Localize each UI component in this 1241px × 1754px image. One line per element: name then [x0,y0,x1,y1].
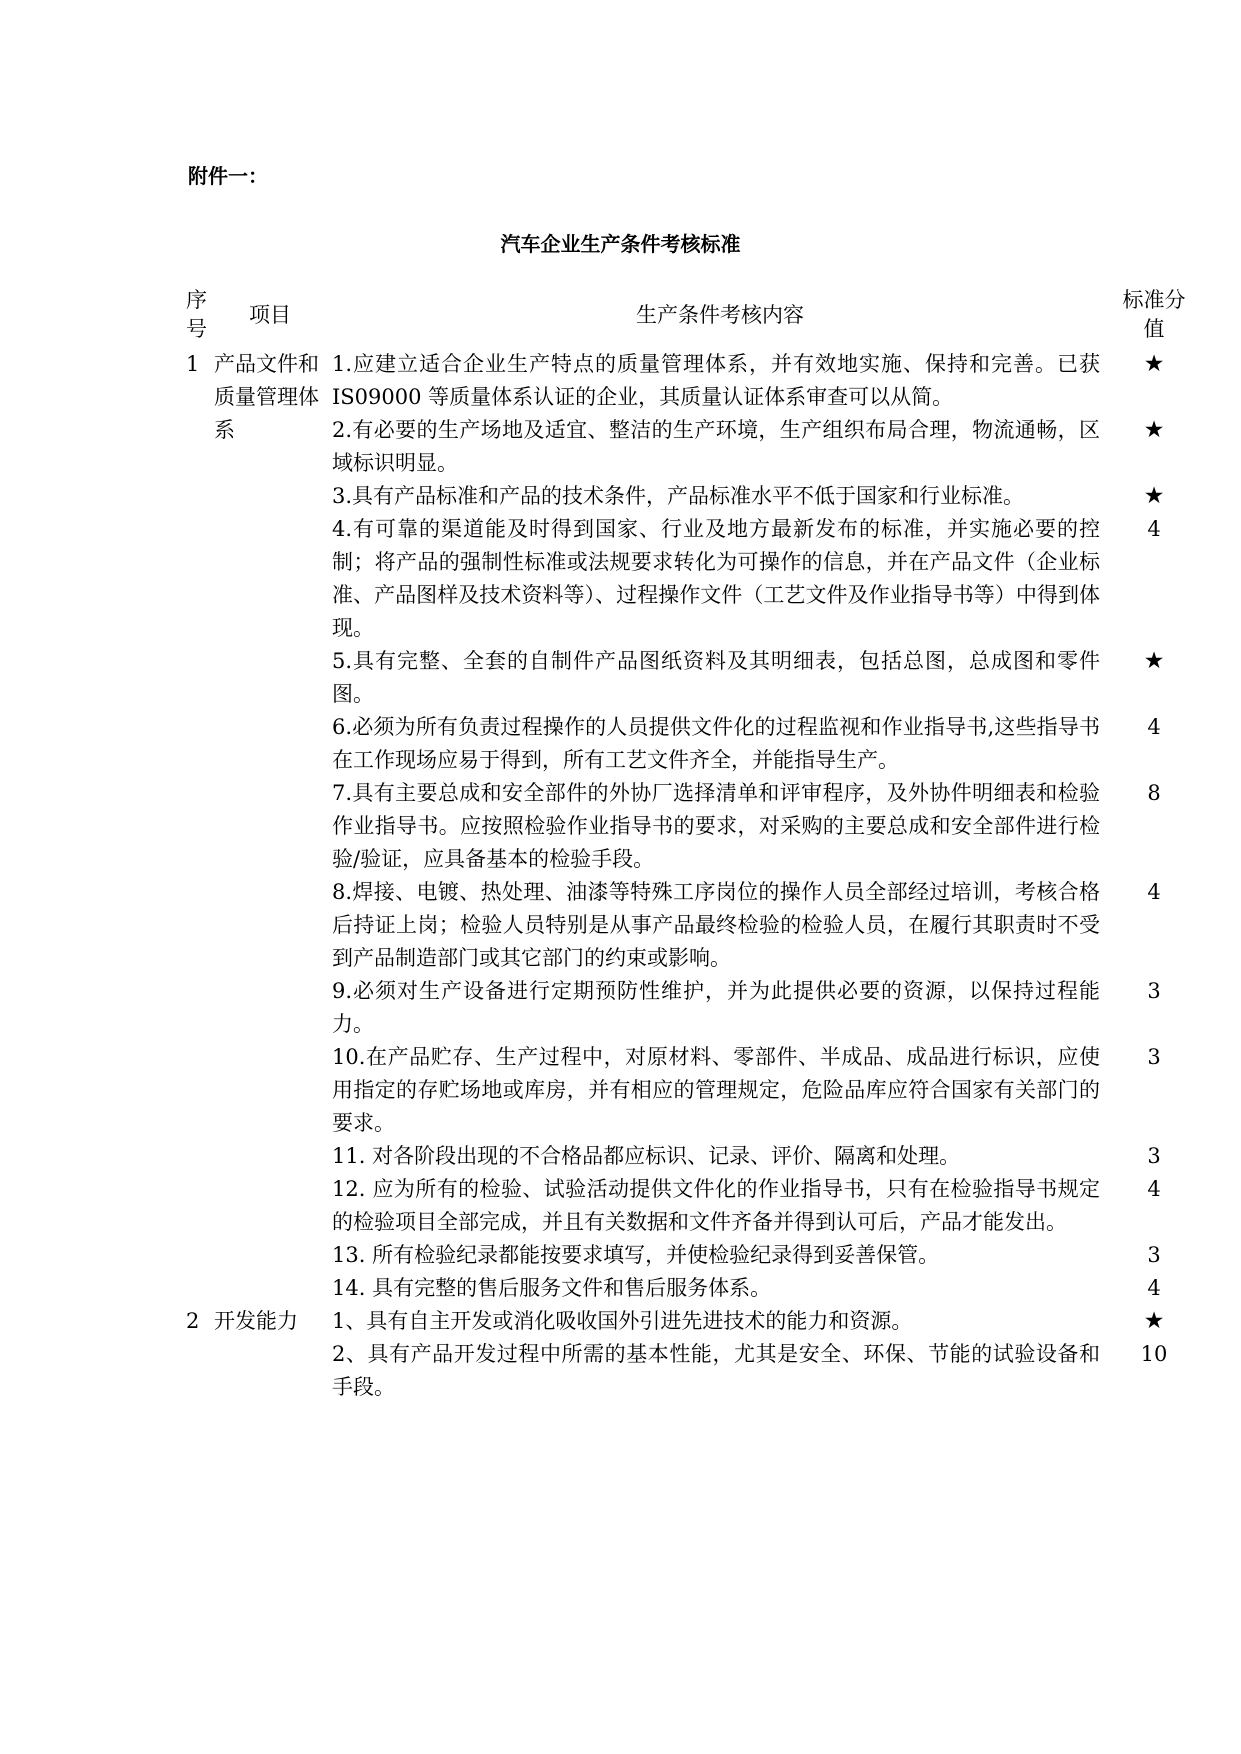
table-row [184,414,1194,480]
criterion-text: 5.具有完整、全套的自制件产品图纸资料及其明细表，包括总图，总成图和零件图。 [332,649,1100,706]
table-row [184,1239,1194,1272]
table-row [184,876,1194,975]
criterion-text: 6.必须为所有负责过程操作的人员提供文件化的过程监视和作业指导书,这些指导书在工作现场应易于得到，所有工艺文件齐全，并能指导生产。 [332,715,1100,772]
table-row [184,1272,1194,1305]
table-row [184,1140,1194,1173]
standard-score: 4 [1147,715,1161,739]
table-row [184,777,1194,876]
criterion-text: 13. 所有检验纪录都能按要求填写，并使检验纪录得到妥善保管。 [332,1243,940,1267]
standard-score: 4 [1147,880,1161,904]
criterion-text: 2.有必要的生产场地及适宜、整洁的生产环境，生产组织布局合理，物流通畅，区域标识明显。 [332,418,1100,475]
standard-score: 10 [1140,1342,1168,1366]
criterion-text: 8.焊接、电镀、热处理、油漆等特殊工序岗位的操作人员全部经过培训，考核合格后持证上岗；检验人员特别是从事产品最终检验的检验人员，在履行其职责时不受到产品制造部门或其它部门的约束或影响。 [332,880,1100,970]
table-row [184,1173,1194,1239]
header-score: 标准分值 [1122,288,1186,341]
standard-score: 4 [1147,517,1161,541]
criterion-text: 2、具有产品开发过程中所需的基本性能，尤其是安全、环保、节能的试验设备和手段。 [332,1342,1100,1399]
table-header-row [184,286,1194,348]
criterion-text: 3.具有产品标准和产品的技术条件，产品标准水平不低于国家和行业标准。 [332,484,1025,508]
criterion-text: 1.应建立适合企业生产特点的质量管理体系，并有效地实施、保持和完善。已获 IS09000 等质量体系认证的企业，其质量认证体系审查可以从简。 [332,352,1100,409]
header-no: 序号 [186,288,207,341]
header-content: 生产条件考核内容 [636,302,804,327]
criterion-text: 12. 应为所有的检验、试验活动提供文件化的作业指导书，只有在检验指导书规定的检验项目全部完成，并且有关数据和文件齐备并得到认可后，产品才能发出。 [332,1177,1100,1234]
standard-score: 3 [1147,1045,1161,1069]
criterion-text: 1、具有自主开发或消化吸收国外引进先进技术的能力和资源。 [332,1309,913,1333]
section-number: 1 [186,352,200,376]
document-title: 汽车企业生产条件考核标准 [500,232,741,256]
standard-score: 8 [1147,781,1161,805]
section-number: 2 [186,1309,200,1333]
criterion-text: 4.有可靠的渠道能及时得到国家、行业及地方最新发布的标准，并实施必要的控制；将产品的强制性标准或法规要求转化为可操作的信息，并在产品文件（企业标准、产品图样及技术资料等）、过程操作文件（工艺文件及作业指导书等）中得到体现。 [332,517,1100,640]
standard-score: 4 [1147,1177,1161,1201]
section-item: 产品文件和质量管理体系 [214,352,319,442]
table-row [184,513,1194,645]
standard-score: 3 [1147,1243,1161,1267]
criterion-text: 10.在产品贮存、生产过程中，对原材料、零部件、半成品、成品进行标识，应使用指定的存贮场地或库房，并有相应的管理规定，危险品库应符合国家有关部门的要求。 [332,1045,1100,1135]
table-row [184,348,1194,414]
criterion-text: 9.必须对生产设备进行定期预防性维护，并为此提供必要的资源，以保持过程能力。 [332,979,1100,1036]
required-star-score: ★ [1143,351,1165,377]
criterion-text: 14. 具有完整的售后服务文件和售后服务体系。 [332,1276,772,1300]
section-item: 开发能力 [214,1309,298,1333]
criteria-table [184,286,1194,1404]
table-row [184,480,1194,513]
table-row [184,1338,1194,1404]
header-item: 项目 [249,302,291,327]
required-star-score: ★ [1143,1308,1165,1334]
criterion-text: 11. 对各阶段出现的不合格品都应标识、记录、评价、隔离和处理。 [332,1144,961,1168]
table-row [184,1041,1194,1140]
standard-score: 3 [1147,979,1161,1003]
required-star-score: ★ [1143,648,1165,674]
criterion-text: 7.具有主要总成和安全部件的外协厂选择清单和评审程序，及外协件明细表和检验作业指导书。应按照检验作业指导书的要求，对采购的主要总成和安全部件进行检验/验证，应具备基本的检验手段。 [332,781,1100,871]
standard-score: 3 [1147,1144,1161,1168]
attachment-label: 附件一： [188,164,268,188]
table-row [184,975,1194,1041]
required-star-score: ★ [1143,417,1165,443]
table-row [184,645,1194,711]
table-row [184,711,1194,777]
table-row [184,1305,1194,1338]
required-star-score: ★ [1143,483,1165,509]
standard-score: 4 [1147,1276,1161,1300]
criteria-table-body [184,286,1194,1404]
